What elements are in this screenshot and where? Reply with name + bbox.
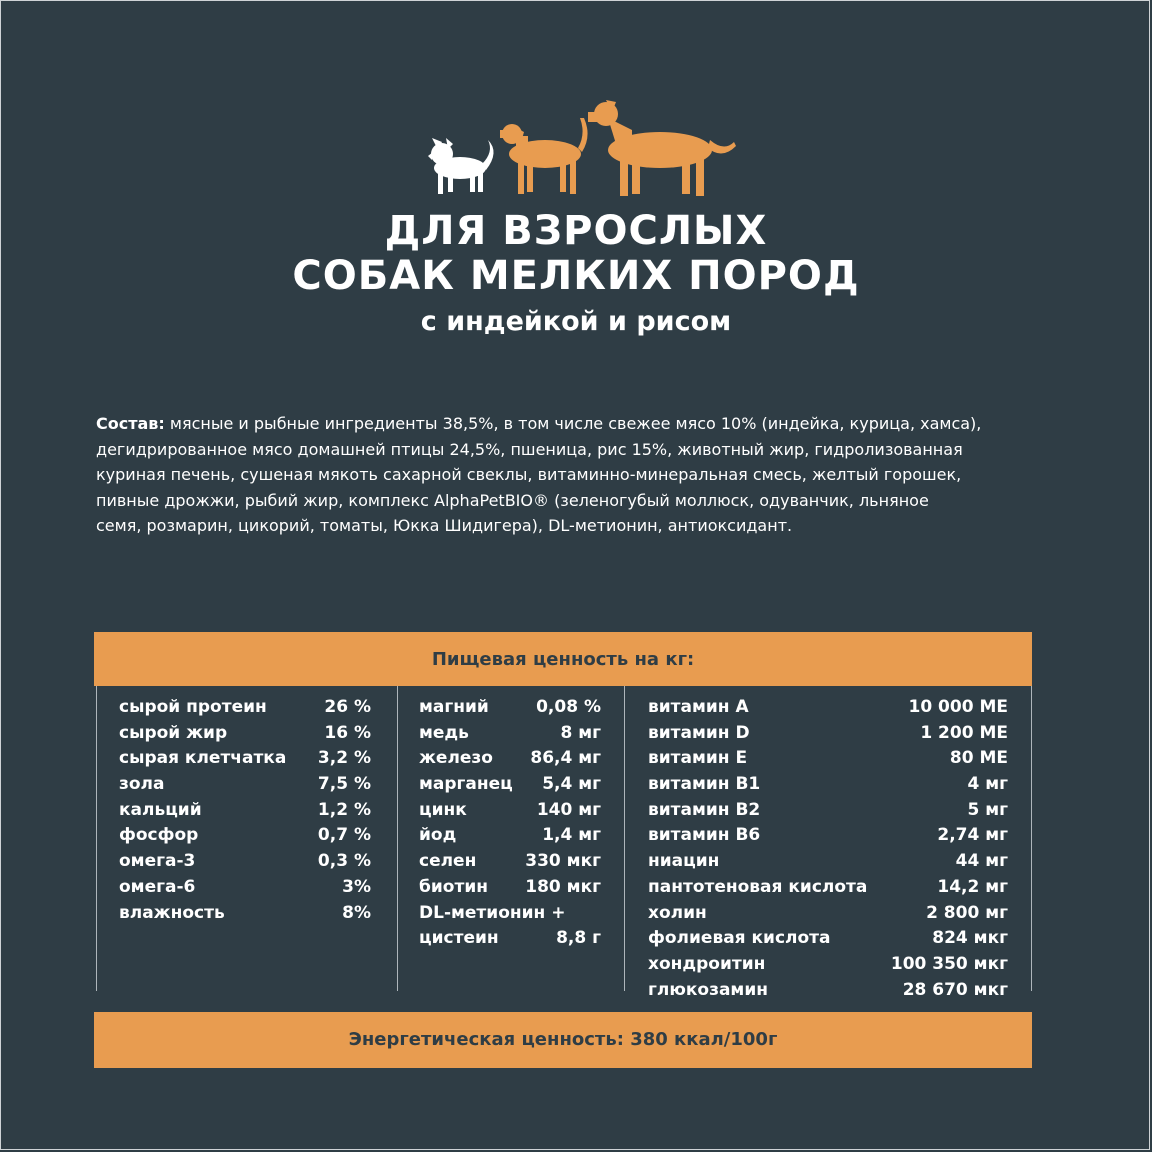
nutrient-name: ниацин — [648, 851, 720, 872]
nutrient-value: 8 мг — [560, 722, 601, 743]
nutrient-value: 2 800 мг — [926, 902, 1008, 923]
nutrient-row — [119, 721, 371, 747]
nutrient-value: 86,4 мг — [530, 748, 601, 769]
nutrient-name: железо — [419, 748, 493, 769]
nutrient-value: 8,8 г — [556, 928, 601, 949]
energy-value: Энергетическая ценность: 380 ккал/100г — [94, 1012, 1032, 1068]
nutrient-row — [648, 746, 1008, 772]
nutrient-row — [648, 875, 1008, 901]
nutrient-name: йод — [419, 825, 457, 846]
nutrient-value: 1,2 % — [317, 799, 371, 820]
nutrient-value: 0,3 % — [317, 851, 371, 872]
nutrient-name: кальций — [119, 799, 202, 820]
nutrient-name: витамин B1 — [648, 774, 761, 795]
nutrient-value: 28 670 мкг — [902, 979, 1008, 1000]
nutrient-value: 44 мг — [955, 851, 1008, 872]
nutrient-name: сырая клетчатка — [119, 748, 287, 769]
nutrient-name: медь — [419, 722, 469, 743]
nutrient-value: 2,74 мг — [937, 825, 1008, 846]
nutrient-name: витамин E — [648, 748, 748, 769]
nutrient-name: влажность — [119, 902, 225, 923]
nutrition-column-2 — [419, 695, 601, 952]
nutrient-name: магний — [419, 697, 489, 717]
nutrient-value: 0,7 % — [317, 825, 371, 846]
nutrient-name: сырой жир — [119, 722, 228, 743]
nutrient-name: цистеин — [419, 928, 499, 949]
nutrient-name: витамин B2 — [648, 799, 761, 820]
nutrient-row — [648, 695, 1008, 721]
composition-label: Состав: — [96, 414, 165, 433]
nutrient-row — [648, 798, 1008, 824]
nutrient-row — [648, 901, 1008, 927]
nutrient-value: 10 000 МЕ — [908, 697, 1008, 717]
nutrient-name: омега-6 — [119, 876, 196, 897]
medium-dog-icon — [500, 118, 588, 194]
nutrient-row — [648, 823, 1008, 849]
nutrient-row — [648, 849, 1008, 875]
nutrient-name: глюкозамин — [648, 979, 768, 1000]
nutrient-value: 7,5 % — [317, 774, 371, 795]
composition-line-1 — [96, 411, 1056, 437]
nutrient-name: витамин D — [648, 722, 750, 743]
nutrient-value: 80 МЕ — [949, 748, 1008, 769]
nutrient-name: фолиевая кислота — [648, 928, 831, 949]
nutrient-value: 1 200 МЕ — [920, 722, 1008, 743]
nutrient-row — [648, 952, 1008, 978]
nutrient-row — [419, 849, 601, 875]
title-line-2: СОБАК МЕЛКИХ ПОРОД — [292, 253, 860, 299]
nutrient-value: 14,2 мг — [937, 876, 1008, 897]
composition-line-3: куриная печень, сушеная мякоть сахарной свеклы, витаминно-минеральная смесь, желтый горошек, — [96, 465, 962, 484]
nutrient-name: холин — [648, 902, 707, 923]
nutrient-value: 5,4 мг — [542, 774, 601, 795]
nutrient-value: 0,08 % — [536, 697, 601, 717]
table-divider-2 — [624, 686, 625, 991]
nutrient-row — [648, 978, 1008, 1004]
dogs-illustration — [420, 94, 740, 199]
nutrient-row — [419, 772, 601, 798]
nutrient-row — [419, 695, 601, 721]
nutrient-name: фосфор — [119, 825, 199, 846]
nutrient-row — [119, 875, 371, 901]
nutrient-name: витамин B6 — [648, 825, 761, 846]
nutrient-value: 8% — [342, 902, 371, 923]
composition-text — [96, 411, 1056, 539]
nutrient-row — [419, 798, 601, 824]
nutrient-name: витамин A — [648, 697, 749, 717]
nutrient-name: пантотеновая кислота — [648, 876, 868, 897]
composition-line-1-text: мясные и рыбные ингредиенты 38,5%, в том числе свежее мясо 10% (индейка, курица, хамса), — [164, 414, 982, 433]
nutrient-name: биотин — [419, 876, 488, 897]
nutrition-column-1 — [119, 695, 371, 926]
nutrient-row — [419, 746, 601, 772]
large-dog-icon — [588, 100, 736, 196]
composition-line-5: семя, розмарин, цикорий, томаты, Юкка Шидигера), DL-метионин, антиоксидант. — [96, 516, 793, 535]
nutrient-value: 3% — [342, 876, 371, 897]
nutrient-row — [119, 823, 371, 849]
table-divider-left — [96, 686, 97, 991]
table-divider-1 — [397, 686, 398, 991]
nutrient-row — [119, 849, 371, 875]
nutrient-row — [419, 875, 601, 901]
nutrient-name: зола — [119, 774, 165, 795]
nutrient-value: 4 мг — [967, 774, 1008, 795]
nutrient-row — [648, 926, 1008, 952]
nutrient-row — [419, 926, 601, 952]
nutrient-row — [119, 695, 371, 721]
nutrient-row — [119, 772, 371, 798]
nutrient-value: 140 мг — [536, 799, 601, 820]
composition-line-4: пивные дрожжи, рыбий жир, комплекс AlphaPetBIO® (зеленогубый моллюск, одуванчик, льняное — [96, 490, 929, 510]
nutrient-value: 26 % — [324, 697, 371, 717]
nutrition-heading: Пищевая ценность на кг: — [94, 632, 1032, 686]
nutrient-row — [119, 901, 371, 927]
nutrient-row — [648, 772, 1008, 798]
nutrient-value: 3,2 % — [317, 748, 371, 769]
nutrient-value: 824 мкг — [932, 928, 1008, 949]
nutrient-row — [419, 823, 601, 849]
nutrient-name: хондроитин — [648, 953, 766, 974]
nutrient-value: 100 350 мкг — [890, 953, 1008, 974]
subtitle: с индейкой и рисом — [420, 306, 732, 337]
nutrient-name: сырой протеин — [119, 697, 267, 717]
nutrient-name: омега-3 — [119, 851, 196, 872]
small-dog-icon — [428, 138, 494, 194]
nutrient-value: 180 мкг — [525, 876, 601, 897]
nutrient-value: 5 мг — [967, 799, 1008, 820]
nutrient-name: марганец — [419, 774, 513, 795]
nutrient-row — [119, 746, 371, 772]
table-divider-right — [1031, 686, 1032, 991]
nutrient-row — [419, 901, 601, 927]
title-line-1: ДЛЯ ВЗРОСЛЫХ — [384, 208, 768, 254]
nutrient-value: 16 % — [324, 722, 371, 743]
nutrient-name: DL-метионин + — [419, 902, 566, 923]
nutrient-value: 330 мкг — [525, 851, 601, 872]
nutrition-column-3 — [648, 695, 1008, 1003]
nutrient-name: селен — [419, 851, 477, 872]
nutrient-row — [648, 721, 1008, 747]
nutrient-row — [419, 721, 601, 747]
nutrient-row — [119, 798, 371, 824]
composition-line-2: дегидрированное мясо домашней птицы 24,5%, пшеница, рис 15%, животный жир, гидролизованная — [96, 439, 963, 459]
nutrient-name: цинк — [419, 799, 467, 820]
nutrient-value: 1,4 мг — [542, 825, 601, 846]
